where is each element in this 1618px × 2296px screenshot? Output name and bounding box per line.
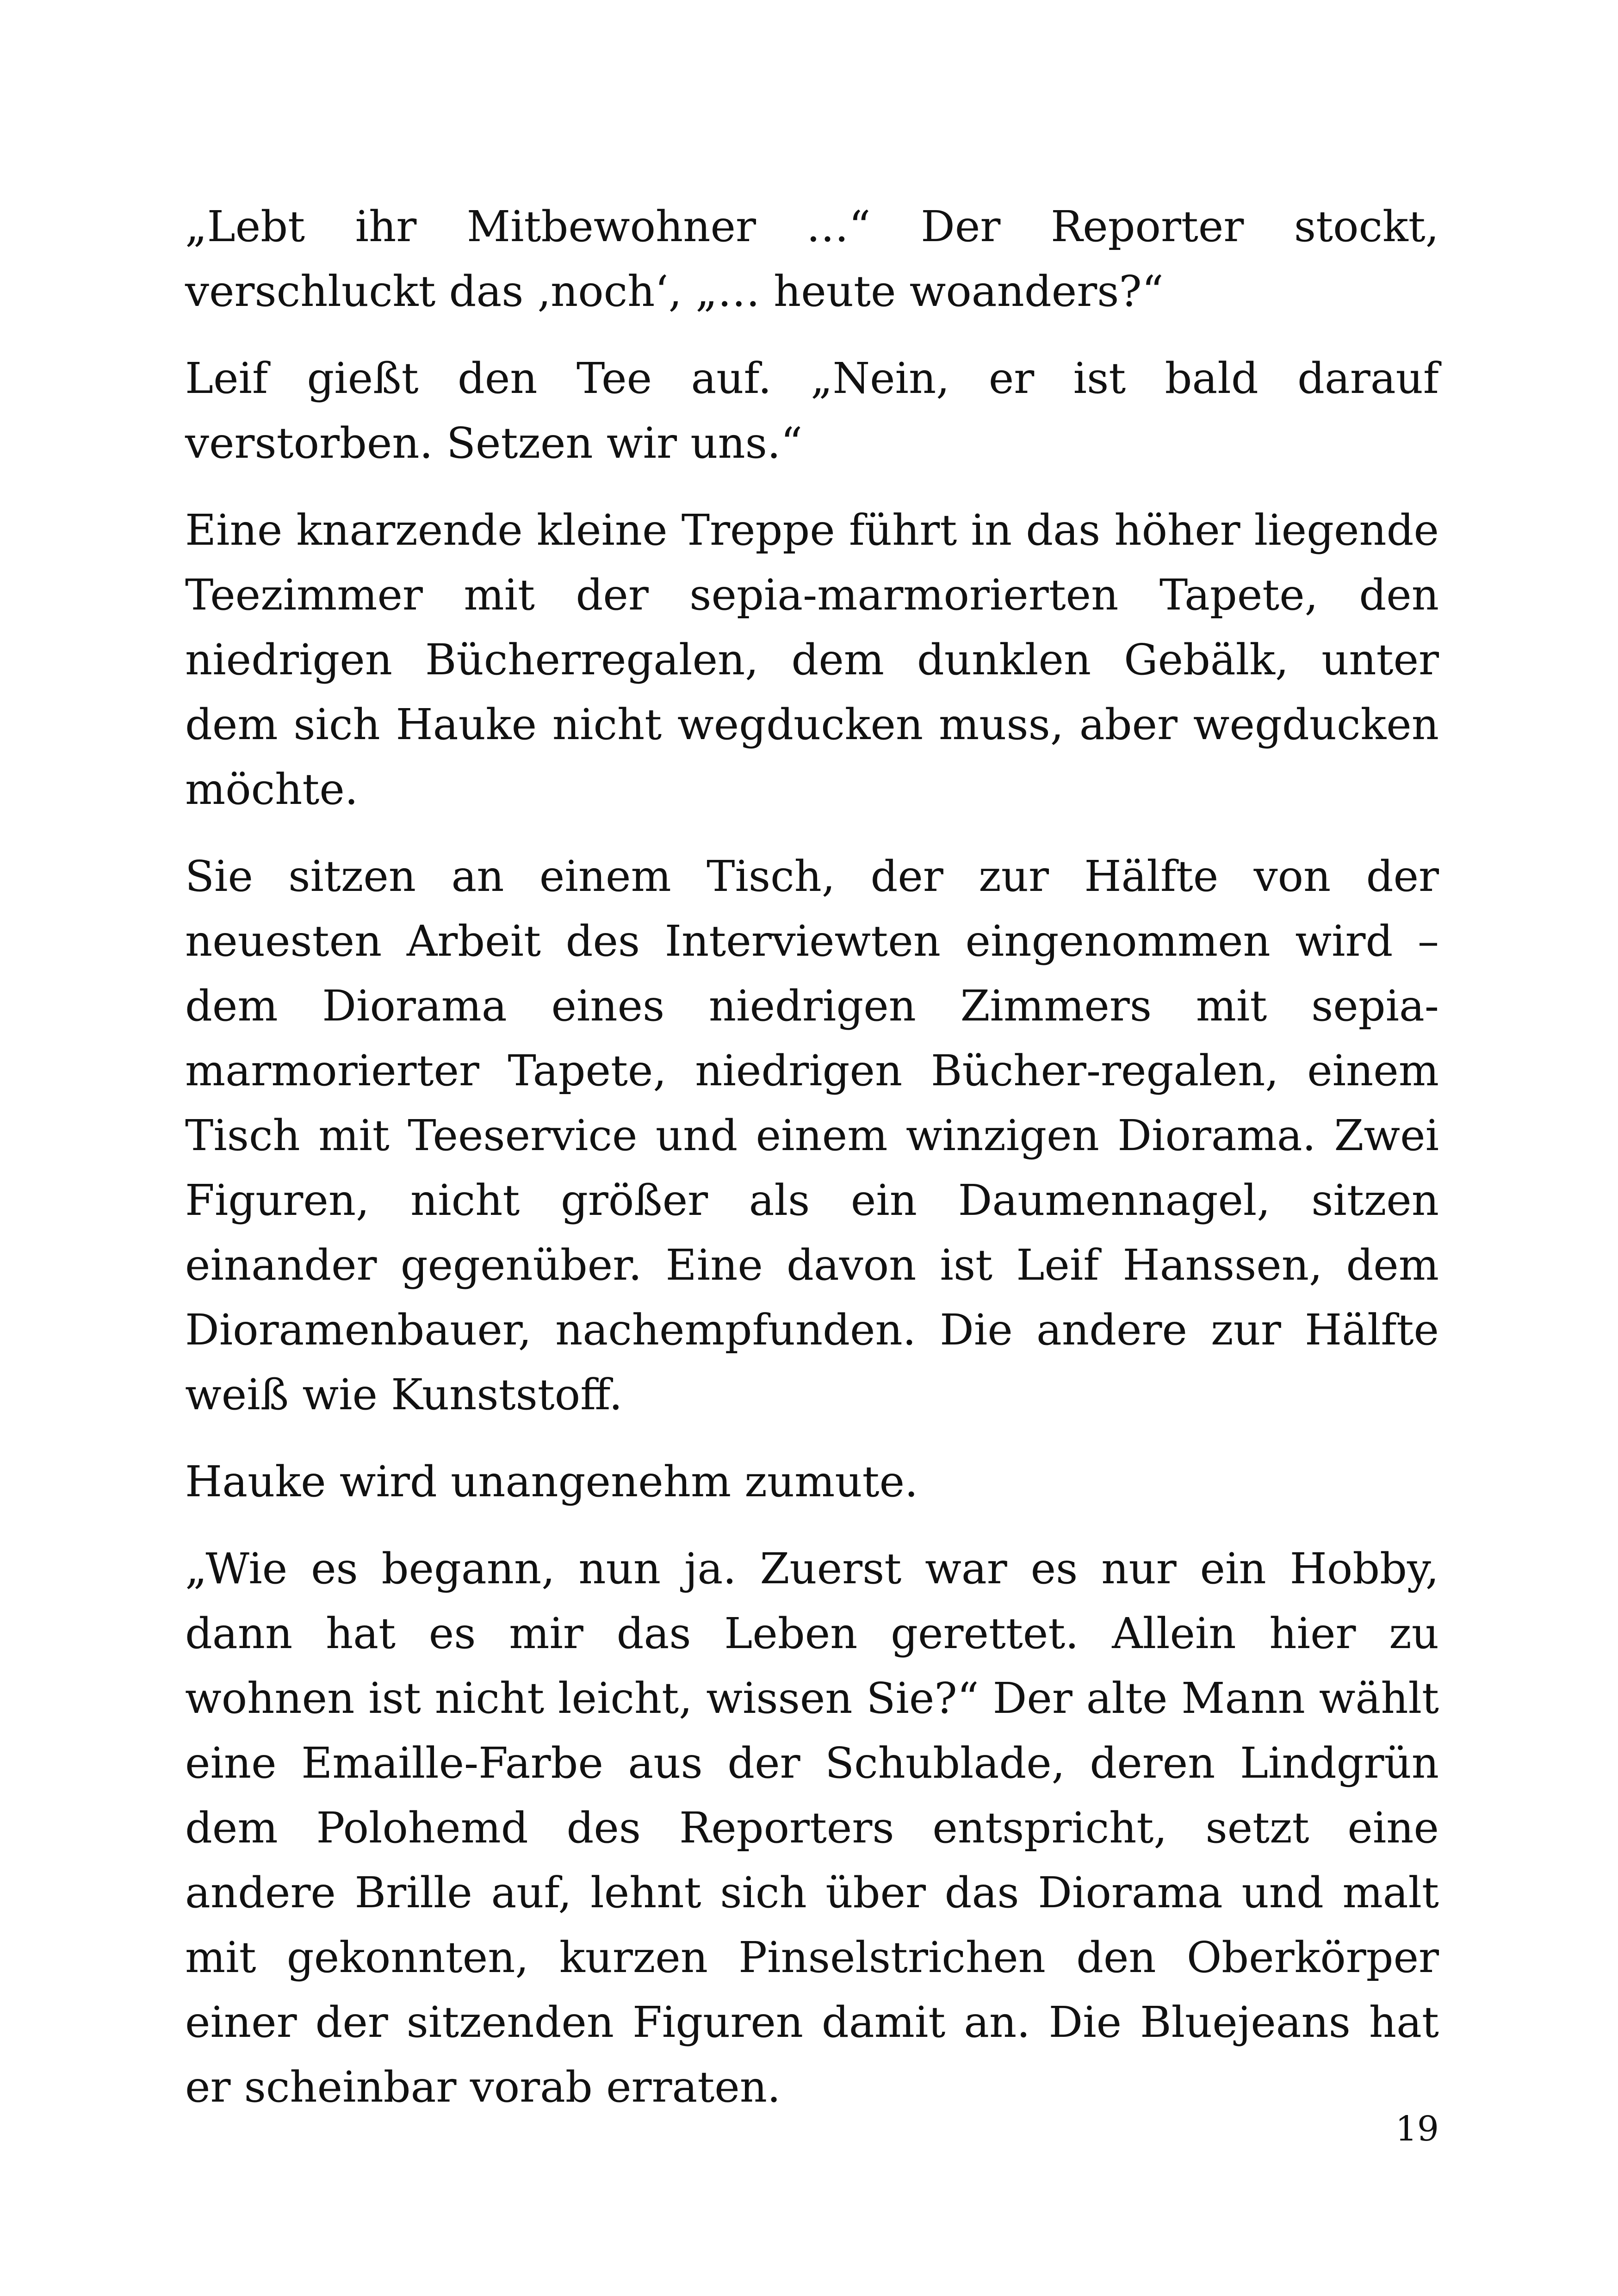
paragraph-3: Eine knarzende kleine Treppe führt in das höher liegende Teezimmer mit der sepia-marmorierten Tapete, den niedrigen Bücherregalen, dem dunklen Gebälk, unter dem sich Hauke nicht wegducken muss, aber wegducken möchte.	[185, 505, 1439, 814]
paragraph-6: „Wie es begann, nun ja. Zuerst war es nur ein Hobby, dann hat es mir das Leben gerettet. Allein hier zu wohnen ist nicht leicht, wissen Sie?“ Der alte Mann wählt eine Emaille-Farbe aus der Schublade, deren Lindgrün dem Polohemd des Reporters entspricht, setzt eine andere Brille auf, lehnt sich über das Diorama und malt mit gekonnten, kurzen Pinselstrichen den Oberkörper einer der sitzenden Figuren damit an. Die Bluejeans hat er scheinbar vorab erraten.	[185, 1544, 1439, 2112]
page-number: 19	[1395, 2109, 1439, 2149]
paragraph-4: Sie sitzen an einem Tisch, der zur Hälfte von der neuesten Arbeit des Interviewten eingenommen wird – dem Diorama eines niedrigen Zimmers mit sepia-marmorierter Tapete, niedrigen Bücher-regalen, einem Tisch mit Teeservice und einem winzigen Diorama. Zwei Figuren, nicht größer als ein Daumennagel, sitzen einander gegenüber. Eine davon ist Leif Hanssen, dem Dioramenbauer, nachempfunden. Die andere zur Hälfte weiß wie Kunststoff.	[185, 852, 1439, 1419]
paragraph-1: „Lebt ihr Mitbewohner …“ Der Reporter stockt, verschluckt das ‚noch‘, „… heute woanders?“	[185, 202, 1439, 316]
paragraph-2: Leif gießt den Tee auf. „Nein, er ist bald darauf verstorben. Setzen wir uns.“	[185, 354, 1439, 468]
body-text	[185, 194, 1439, 2142]
paragraph-5: Hauke wird unangenehm zumute.	[185, 1457, 918, 1506]
